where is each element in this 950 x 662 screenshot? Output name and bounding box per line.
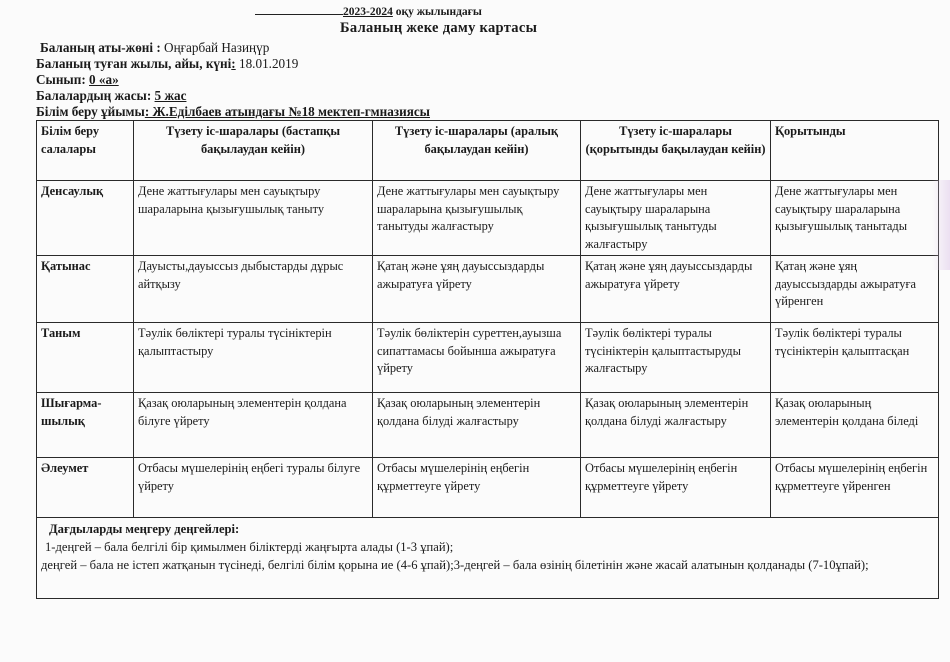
column-header-intermediate: Түзету іс-шаралары (аралық бақылаудан кейін) <box>373 121 581 181</box>
final-cell: Қазақ оюларының элементерін қолдана білуді жалғастыру <box>581 393 771 458</box>
skill-levels-row <box>37 518 939 599</box>
skill-levels-cell <box>37 518 939 599</box>
academic-year-suffix: оқу жылындағы <box>392 6 482 18</box>
skill-levels-2-3: деңгей – бала не істеп жатқанын түсінеді, белгілі білім қорына ие (4-6 ұпай);3-деңгей – бала өзінің білетінін және жасай алатынын қолданады (7-10ұпай); <box>41 558 869 572</box>
final-cell: Отбасы мүшелерінің еңбегін құрметтеуге үйрету <box>581 458 771 518</box>
development-plan-table <box>36 120 939 599</box>
result-cell: Отбасы мүшелерінің еңбегін құрметтеуге үйренген <box>771 458 939 518</box>
final-cell: Дене жаттығулары мен сауықтыру шараларына қызығушылық танытуды жалғастыру <box>581 181 771 256</box>
column-header-final: Түзету іс-шаралары (қорытынды бақылаудан кейін) <box>581 121 771 181</box>
intermediate-cell: Қатаң және ұяң дауыссыздарды ажыратуға үйрету <box>373 256 581 323</box>
initial-cell: Тәулік бөліктері туралы түсініктерін қалыптастыру <box>134 323 373 393</box>
scan-smudge <box>932 180 950 270</box>
skill-level-1: 1-деңгей – бала белгілі бір қимылмен біліктерді жаңғырта алады (1-3 ұпай); <box>45 540 454 554</box>
academic-year: 2023-2024 <box>343 6 393 18</box>
area-cell: Таным <box>37 323 134 393</box>
class-value: 0 «а» <box>89 72 119 87</box>
child-name-label: Баланың аты-жөні : <box>40 40 165 55</box>
birth-date-label: Баланың туған жылы, айы, күні <box>36 56 232 71</box>
area-cell: Денсаулық <box>37 181 134 256</box>
column-header-initial: Түзету іс-шаралары (бастапқы бақылаудан кейін) <box>134 121 373 181</box>
table-row <box>37 323 939 393</box>
class-line <box>36 72 119 88</box>
area-cell: Шығарма-шылық <box>37 393 134 458</box>
area-cell: Әлеумет <box>37 458 134 518</box>
initial-cell: Қазақ оюларының элементерін қолдана білуге үйрету <box>134 393 373 458</box>
table-row <box>37 256 939 323</box>
area-cell: Қатынас <box>37 256 134 323</box>
skill-levels-title: Дағдыларды меңгеру деңгейлері: <box>49 522 240 536</box>
organization-value: : Ж.Еділбаев атындағы №18 мектеп-гмназиясы <box>144 104 430 119</box>
child-name-line <box>40 40 269 56</box>
column-header-result: Қорытынды <box>771 121 939 181</box>
final-cell: Қатаң және ұяң дауыссыздарды ажыратуға үйрету <box>581 256 771 323</box>
organization-line <box>36 104 430 120</box>
birth-date-value: 18.01.2019 <box>235 56 299 71</box>
birth-date-line <box>36 56 298 72</box>
column-header-area: Білім беру салалары <box>37 121 134 181</box>
intermediate-cell: Қазақ оюларының элементерін қолдана білуді жалғастыру <box>373 393 581 458</box>
child-name-value: Оңғарбай Назиңүр <box>164 40 270 55</box>
result-cell: Дене жаттығулары мен сауықтыру шараларына қызығушылық танытады <box>771 181 939 256</box>
intermediate-cell: Тәулік бөліктерін суреттен,ауызша сипаттамасы бойынша ажыратуға үйрету <box>373 323 581 393</box>
result-cell: Қазақ оюларының элементерін қолдана біледі <box>771 393 939 458</box>
table-row <box>37 458 939 518</box>
initial-cell: Дене жаттығулары мен сауықтыру шараларына қызығушылық таныту <box>134 181 373 256</box>
initial-cell: Отбасы мүшелерінің еңбегі туралы білуге үйрету <box>134 458 373 518</box>
age-label: Балалардың жасы: <box>36 88 155 103</box>
final-cell: Тәулік бөліктері туралы түсініктерін қалыптастыруды жалғастыру <box>581 323 771 393</box>
blank-underline <box>255 14 343 15</box>
initial-cell: Дауысты,дауыссыз дыбыстарды дұрыс айтқызу <box>134 256 373 323</box>
table-header-row <box>37 121 939 181</box>
academic-year-line <box>255 6 482 18</box>
table-row <box>37 393 939 458</box>
age-value: 5 жас <box>154 88 187 103</box>
document-title: Баланың жеке даму картасы <box>340 20 538 36</box>
result-cell: Қатаң және ұяң дауыссыздарды ажыратуға үйренген <box>771 256 939 323</box>
birth-date-colon: : <box>231 56 236 71</box>
age-line <box>36 88 186 104</box>
result-cell: Тәулік бөліктері туралы түсініктерін қалыптасқан <box>771 323 939 393</box>
table-row <box>37 181 939 256</box>
intermediate-cell: Дене жаттығулары мен сауықтыру шараларына қызығушылық танытуды жалғастыру <box>373 181 581 256</box>
class-label: Сынып: <box>36 72 90 87</box>
organization-label: Білім беру ұйымы <box>36 104 145 119</box>
intermediate-cell: Отбасы мүшелерінің еңбегін құрметтеуге үйрету <box>373 458 581 518</box>
